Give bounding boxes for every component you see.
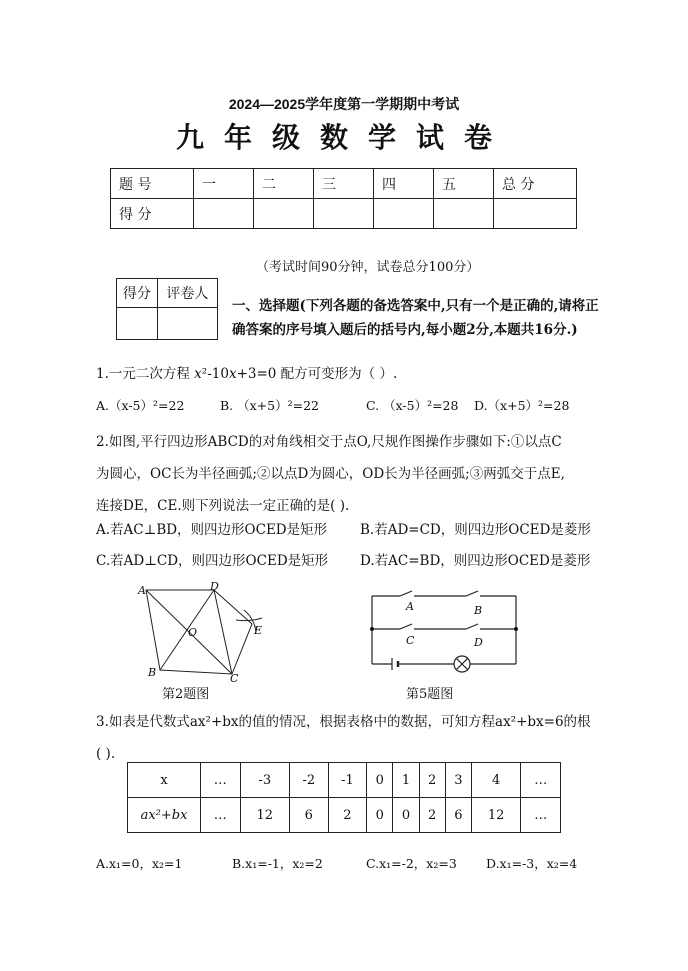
q3-option-c[interactable]: C.x₁=-2，x₂=3: [366, 856, 457, 871]
q3-table-cell: …: [201, 798, 241, 833]
score-input-cell[interactable]: [434, 199, 494, 229]
label-o: O: [188, 626, 198, 639]
q3-table-cell: 2: [328, 798, 367, 833]
q3-option-d[interactable]: D.x₁=-3，x₂=4: [486, 856, 578, 871]
score-header-cell: 二: [254, 169, 314, 199]
q3-table-cell: x: [128, 763, 201, 798]
q3-option-a[interactable]: A.x₁=0，x₂=1: [96, 856, 183, 871]
exam-title: 九年级数学试卷: [175, 121, 512, 154]
q2-option-a[interactable]: A.若AC⊥BD，则四边形OCED是矩形: [96, 522, 328, 538]
exam-note: （考试时间90分钟，试卷总分100分）: [256, 260, 480, 275]
switch-label-a: A: [406, 600, 414, 613]
score-row-label: 得 分: [111, 199, 194, 229]
q3-table-cell: …: [521, 763, 561, 798]
q2-option-d[interactable]: D.若AC=BD，则四边形OCED是菱形: [360, 553, 591, 569]
score-header-cell: 五: [434, 169, 494, 199]
q1-var: x: [228, 366, 237, 382]
switch-b: [466, 591, 478, 596]
q1-var: x: [194, 366, 202, 382]
score-input-cell[interactable]: [494, 199, 577, 229]
q3-option-b[interactable]: B.x₁=-1，x₂=2: [232, 856, 323, 871]
label-d: D: [210, 580, 219, 593]
q1-option-c[interactable]: C. （x-5）²=28: [366, 398, 459, 413]
figure2-parallelogram: [128, 580, 278, 684]
grader-name-label: 评卷人: [157, 279, 217, 308]
q1-text: 1.一元二次方程: [96, 366, 195, 382]
q2-line: 连接DE，CE.则下列说法一定正确的是( ).: [96, 498, 350, 514]
score-input-cell[interactable]: [254, 199, 314, 229]
q1-option-b[interactable]: B. （x+5）²=22: [220, 398, 319, 413]
score-header-cell: 一: [194, 169, 254, 199]
q3-table-cell: 4: [471, 763, 521, 798]
label-c: C: [230, 672, 239, 684]
q3-line: ( ).: [96, 746, 116, 762]
score-input-cell[interactable]: [314, 199, 374, 229]
q3-table-cell: 6: [445, 798, 471, 833]
score-table: [110, 168, 577, 229]
q3-table-cell: -1: [328, 763, 367, 798]
q1-text: +3=0 配方可变形为（ ）.: [236, 366, 398, 382]
score-table-header-row: [111, 169, 577, 199]
switch-label-c: C: [406, 634, 415, 647]
junction: [514, 627, 518, 631]
q3-table-cell: ax²+bx: [128, 798, 201, 833]
score-input-cell[interactable]: [194, 199, 254, 229]
q3-line: 3.如表是代数式ax²+bx的值的情况，根据表格中的数据，可知方程ax²+bx=6的根: [96, 714, 591, 730]
switch-label-b: B: [474, 604, 483, 617]
score-header-cell: 题 号: [111, 169, 194, 199]
q1-text: ²-10: [201, 366, 229, 382]
switch-c: [400, 624, 412, 629]
q3-table-cell: 2: [419, 798, 445, 833]
q3-table-cell: -2: [290, 763, 329, 798]
q3-table-cell: 0: [393, 798, 419, 833]
q2-option-c[interactable]: C.若AD⊥CD，则四边形OCED是矩形: [96, 553, 329, 569]
score-table-score-row: [111, 199, 577, 229]
section1-line: 一、选择题(下列各题的备选答案中,只有一个是正确的,请将正: [232, 298, 599, 314]
junction: [370, 627, 374, 631]
q2-line: 2.如图,平行四边形ABCD的对角线相交于点O,尺规作图操作步骤如下:①以点C: [96, 434, 562, 450]
q3-table-cell: 3: [445, 763, 471, 798]
q3-table-cell: 12: [240, 798, 290, 833]
switch-label-d: D: [474, 636, 483, 649]
q1-option-a[interactable]: A.（x-5）²=22: [96, 398, 185, 413]
section1-line: 确答案的序号填入题后的括号内,每小题2分,本题共16分.): [232, 322, 578, 338]
q3-stem: [96, 706, 606, 770]
label-a: A: [138, 584, 146, 597]
figure5-circuit: [366, 588, 522, 680]
grader-name-cell[interactable]: [157, 308, 217, 340]
section1-instructions: [232, 294, 632, 342]
q3-table-cell: -3: [240, 763, 290, 798]
diagonal-bd: [160, 590, 214, 670]
q2-line: 为圆心，OC长为半径画弧;②以点D为圆心，OD长为半径画弧;③两弧交于点E,: [96, 466, 565, 482]
figure2-caption: 第2题图: [162, 687, 210, 702]
score-header-cell: 总 分: [494, 169, 577, 199]
q1-option-d[interactable]: D.（x+5）²=28: [474, 398, 570, 413]
score-header-cell: 四: [374, 169, 434, 199]
switch-d: [466, 624, 478, 629]
exam-subtitle: 2024—2025学年度第一学期期中考试: [228, 96, 460, 112]
label-e: E: [254, 624, 263, 637]
q3-table-cell: 1: [393, 763, 419, 798]
q3-table-cell: 0: [367, 798, 393, 833]
q3-table-cell: 6: [290, 798, 329, 833]
arc-from-d: [236, 618, 262, 621]
switch-a: [400, 591, 412, 596]
q3-table-cell: …: [521, 798, 561, 833]
q3-value-table: [127, 762, 561, 833]
segment-ce: [232, 624, 252, 674]
label-b: B: [148, 666, 157, 679]
q1-stem: [96, 364, 397, 384]
grader-box: [116, 278, 218, 340]
grader-score-cell[interactable]: [117, 308, 158, 340]
score-input-cell[interactable]: [374, 199, 434, 229]
q3-table-cell: 2: [419, 763, 445, 798]
q2-option-b[interactable]: B.若AD=CD，则四边形OCED是菱形: [360, 522, 591, 538]
figure5-caption: 第5题图: [406, 687, 454, 702]
q3-table-cell: 0: [367, 763, 393, 798]
score-header-cell: 三: [314, 169, 374, 199]
q3-table-cell: 12: [471, 798, 521, 833]
q3-table-cell: …: [201, 763, 241, 798]
q3-table-row-value: [128, 798, 561, 833]
grader-score-label: 得分: [117, 279, 158, 308]
q2-stem: [96, 426, 596, 522]
q3-table-row-x: [128, 763, 561, 798]
